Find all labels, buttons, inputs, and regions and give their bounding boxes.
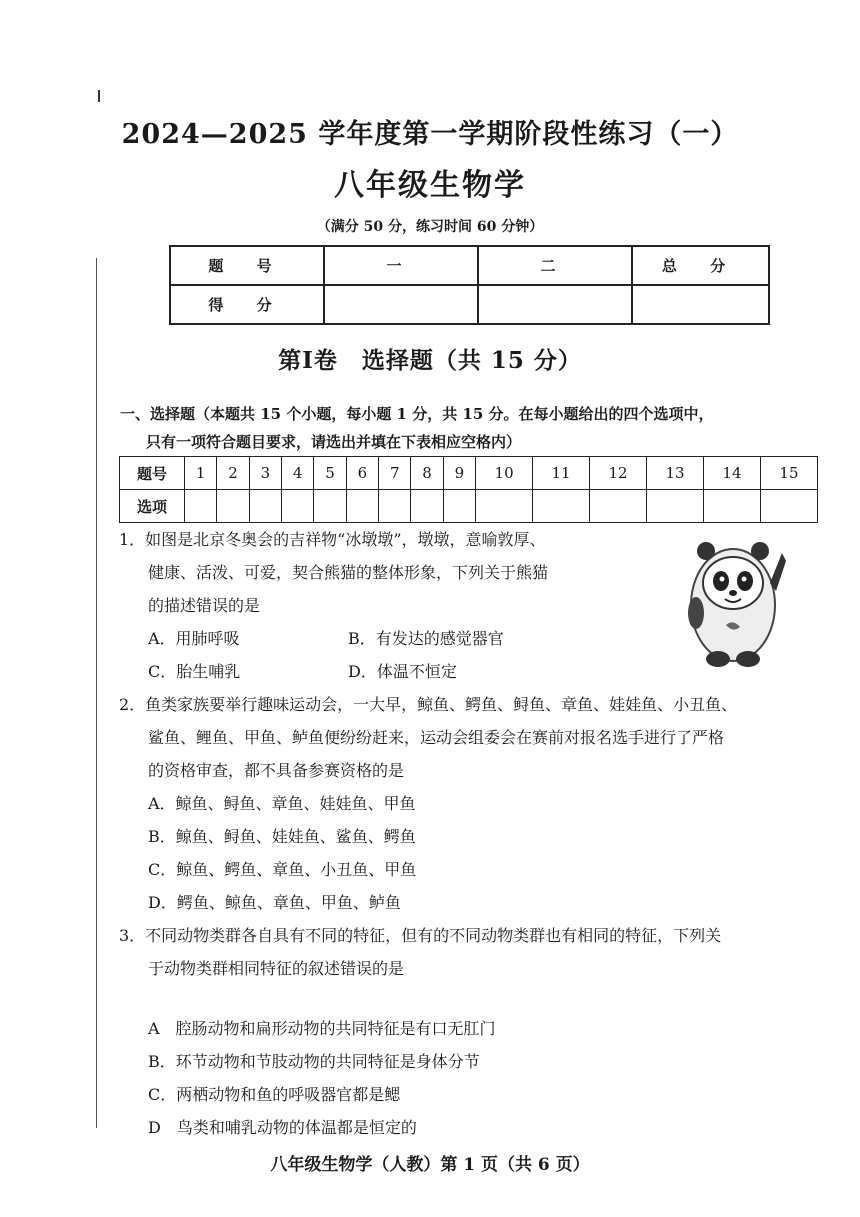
answer-blank[interactable] xyxy=(760,490,817,523)
question-1-line-1: 1．如图是北京冬奥会的吉祥物“冰墩墩”，墩墩，意喻敦厚、 xyxy=(119,530,546,549)
exam-note: （满分 50 分，练习时间 60 分钟） xyxy=(316,219,544,235)
score-blank-2[interactable] xyxy=(478,285,632,324)
answer-number: 10 xyxy=(476,457,533,490)
score-table-score-row xyxy=(170,285,769,324)
question-2-option-b[interactable]: B．鲸鱼、鲟鱼、娃娃鱼、鲨鱼、鳄鱼 xyxy=(148,827,416,846)
answer-blank[interactable] xyxy=(217,490,249,523)
question-2-option-c[interactable]: C．鲸鱼、鳄鱼、章鱼、小丑鱼、甲鱼 xyxy=(148,860,417,879)
score-table xyxy=(169,245,770,325)
question-2-line-1: 2．鱼类家族要举行趣味运动会，一大早，鲸鱼、鳄鱼、鲟鱼、章鱼、娃娃鱼、小丑鱼、 xyxy=(119,695,738,714)
score-table-header-row xyxy=(170,246,769,285)
answer-number-row xyxy=(120,457,818,490)
answer-blank[interactable] xyxy=(533,490,590,523)
answer-number: 6 xyxy=(346,457,378,490)
question-1-line-3: 的描述错误的是 xyxy=(148,596,261,615)
answer-number: 9 xyxy=(443,457,475,490)
answer-number: 11 xyxy=(533,457,590,490)
answer-blank[interactable] xyxy=(590,490,647,523)
answer-number: 3 xyxy=(249,457,281,490)
question-2-option-a[interactable]: A．鲸鱼、鲟鱼、章鱼、娃娃鱼、甲鱼 xyxy=(148,794,416,813)
answer-blank[interactable] xyxy=(282,490,314,523)
answer-number: 12 xyxy=(590,457,647,490)
question-3-line-1: 3．不同动物类群各自具有不同的特征，但有的不同动物类群也有相同的特征，下列关 xyxy=(119,926,722,945)
question-1-option-a[interactable]: A．用肺呼吸 xyxy=(148,629,240,648)
answer-number: 13 xyxy=(647,457,704,490)
question-3-option-d[interactable]: D 鸟类和哺乳动物的体温都是恒定的 xyxy=(148,1118,417,1137)
question-2-option-d[interactable]: D．鳄鱼、鲸鱼、章鱼、甲鱼、鲈鱼 xyxy=(148,893,401,912)
binding-margin-line xyxy=(96,258,97,1128)
question-1-option-d[interactable]: D．体温不恒定 xyxy=(348,662,457,681)
answer-row-label: 题号 xyxy=(120,457,185,490)
answer-number: 14 xyxy=(703,457,760,490)
score-blank-1[interactable] xyxy=(324,285,478,324)
answer-table xyxy=(119,456,818,523)
answer-number: 4 xyxy=(282,457,314,490)
question-3-option-b[interactable]: B．环节动物和节肢动物的共同特征是身体分节 xyxy=(148,1052,480,1071)
exam-title: 2024—2025 学年度第一学期阶段性练习（一） xyxy=(121,119,739,150)
answer-number: 5 xyxy=(314,457,346,490)
subject-title: 八年级生物学 xyxy=(334,168,526,203)
question-1-line-2: 健康、活泼、可爱，契合熊猫的整体形象，下列关于熊猫 xyxy=(148,563,549,582)
score-cell-total: 总 分 xyxy=(632,246,769,285)
score-cell-part1: 一 xyxy=(324,246,478,285)
score-cell-label: 题 号 xyxy=(170,246,324,285)
margin-mark xyxy=(98,90,100,102)
score-cell-part2: 二 xyxy=(478,246,632,285)
answer-blank[interactable] xyxy=(379,490,411,523)
answer-choice-label: 选项 xyxy=(120,490,185,523)
question-1-option-c[interactable]: C．胎生哺乳 xyxy=(148,662,241,681)
answer-blank[interactable] xyxy=(249,490,281,523)
answer-number: 15 xyxy=(760,457,817,490)
answer-blank[interactable] xyxy=(411,490,443,523)
answer-blank[interactable] xyxy=(443,490,475,523)
instruction-line-1: 一、选择题（本题共 15 个小题，每小题 1 分，共 15 分。在每小题给出的四个选项中， xyxy=(120,405,714,423)
question-3-option-c[interactable]: C．两栖动物和鱼的呼吸器官都是鳃 xyxy=(148,1085,401,1104)
question-2-line-2: 鲨鱼、鲤鱼、甲鱼、鲈鱼便纷纷赶来，运动会组委会在赛前对报名选手进行了严格 xyxy=(148,728,725,747)
answer-number: 8 xyxy=(411,457,443,490)
answer-number: 1 xyxy=(185,457,217,490)
page-footer: 八年级生物学（人教）第 1 页（共 6 页） xyxy=(270,1155,590,1175)
question-3-line-2: 于动物类群相同特征的叙述错误的是 xyxy=(148,959,405,978)
question-1-option-b[interactable]: B．有发达的感觉器官 xyxy=(348,629,504,648)
answer-blank[interactable] xyxy=(314,490,346,523)
answer-blank[interactable] xyxy=(647,490,704,523)
answer-choice-row xyxy=(120,490,818,523)
answer-blank[interactable] xyxy=(703,490,760,523)
question-3-option-a[interactable]: A 腔肠动物和扁形动物的共同特征是有口无肛门 xyxy=(148,1019,496,1038)
score-row-label: 得 分 xyxy=(170,285,324,324)
score-blank-total[interactable] xyxy=(632,285,769,324)
answer-blank[interactable] xyxy=(346,490,378,523)
instruction-line-2: 只有一项符合题目要求，请选出并填在下表相应空格内） xyxy=(146,433,522,451)
section-title: 第Ⅰ卷 选择题（共 15 分） xyxy=(278,347,582,374)
answer-number: 7 xyxy=(379,457,411,490)
answer-blank[interactable] xyxy=(476,490,533,523)
question-2-line-3: 的资格审查，都不具备参赛资格的是 xyxy=(148,761,405,780)
answer-blank[interactable] xyxy=(185,490,217,523)
bing-dwen-dwen-mascot-image xyxy=(678,533,788,668)
answer-number: 2 xyxy=(217,457,249,490)
section-instruction xyxy=(120,400,820,456)
